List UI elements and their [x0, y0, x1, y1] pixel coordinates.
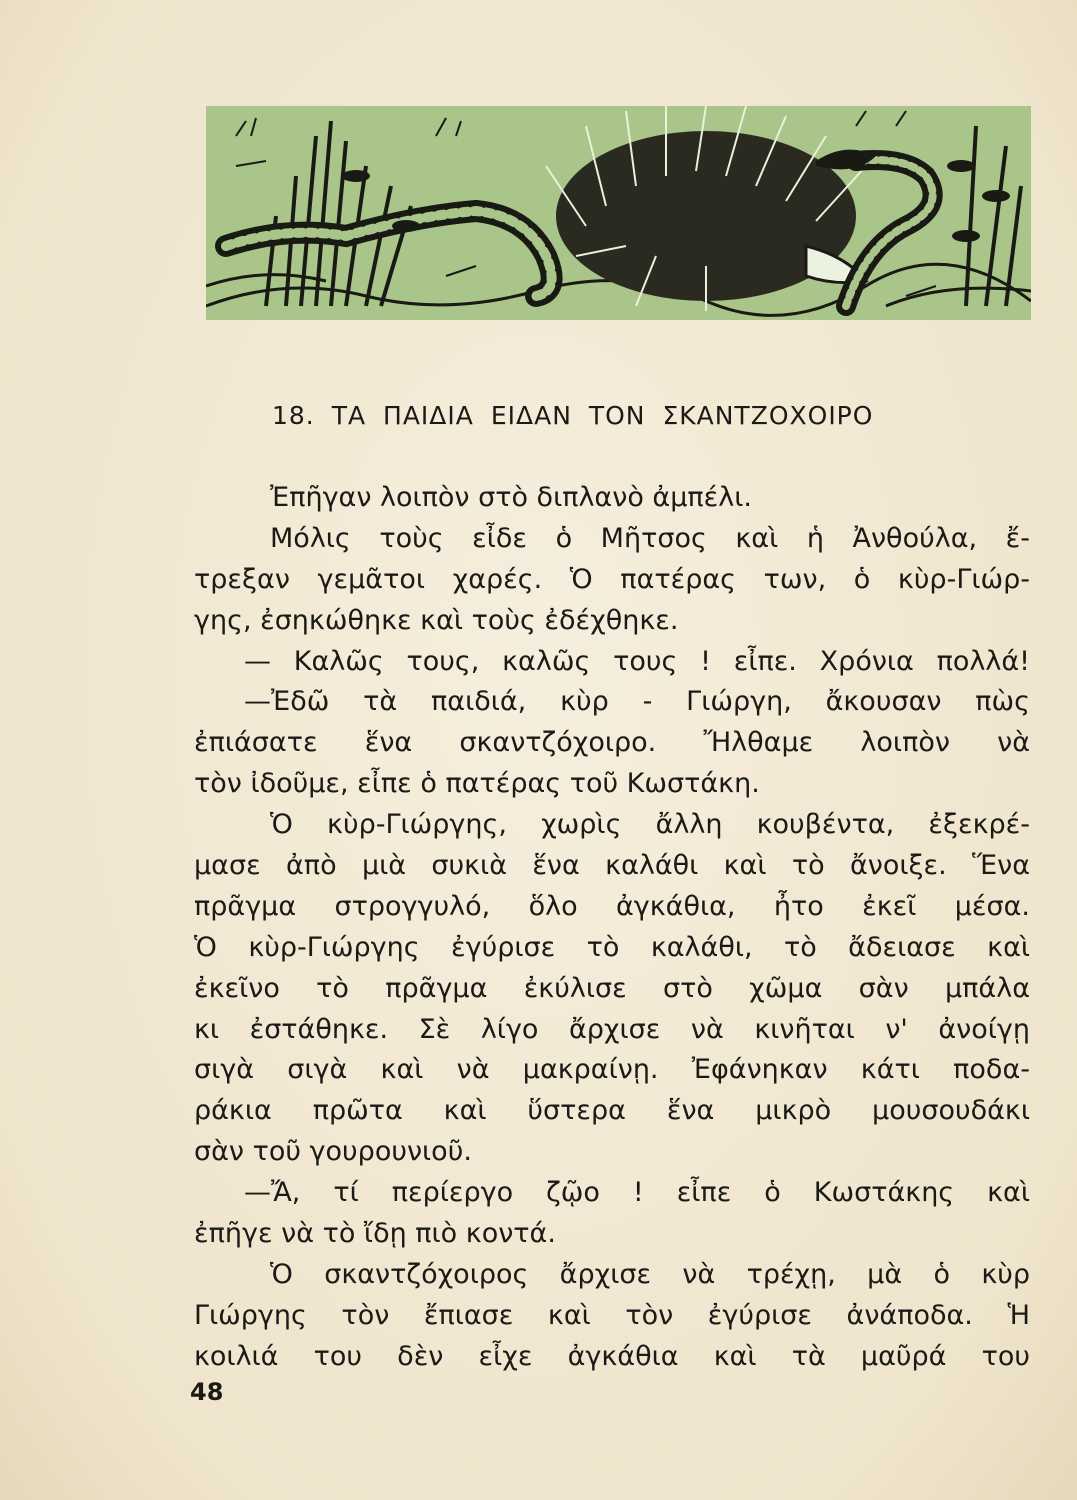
text-line: κοιλιά του δὲν εἶχε ἀγκάθια καὶ τὰ μαῦρά του [194, 1340, 1030, 1372]
text-line: Μόλις τοὺς εἶδε ὁ Μῆτσος καὶ ἡ Ἀνθούλα, ἔ- [270, 522, 1030, 554]
body-text [194, 478, 1030, 1378]
text-line: κι ἐστάθηκε. Σὲ λίγο ἄρχισε νὰ κινῆται ν' ἀνοίγῃ [194, 1013, 1030, 1045]
text-line: ἐπιάσατε ἕνα σκαντζόχοιρο. Ἤλθαμε λοιπὸν νὰ [194, 727, 1030, 759]
text-line: τρεξαν γεμᾶτοι χαρές. Ὁ πατέρας των, ὁ κὺρ-Γιώρ- [194, 563, 1030, 595]
text-line: μασε ἀπὸ μιὰ συκιὰ ἕνα καλάθι καὶ τὸ ἄνοιξε. Ἕνα [194, 850, 1030, 882]
text-line: σὰν τοῦ γουρουνιοῦ. [194, 1136, 472, 1168]
text-line: Ὁ κὺρ-Γιώργης, χωρὶς ἄλλη κουβέντα, ἐξεκρέ- [270, 809, 1030, 841]
text-line: — Καλῶς τους, καλῶς τους ! εἶπε. Χρόνια πολλά! [244, 645, 1030, 677]
text-line: ράκια πρῶτα καὶ ὕστερα ἕνα μικρὸ μουσουδάκι [194, 1095, 1030, 1127]
text-line: γης, ἐσηκώθηκε καὶ τοὺς ἐδέχθηκε. [194, 604, 679, 636]
text-line: —Ἐδῶ τὰ παιδιά, κὺρ - Γιώργη, ἄκουσαν πὼς [244, 686, 1030, 718]
text-line: ἐπῆγε νὰ τὸ ἴδῃ πιὸ κοντά. [194, 1218, 556, 1250]
text-line: τὸν ἰδοῦμε, εἶπε ὁ πατέρας τοῦ Κωστάκη. [194, 768, 760, 800]
illustration-drawing [206, 106, 1031, 320]
page-number: 48 [190, 1378, 224, 1406]
hedgehog-and-snake-illustration [206, 106, 1031, 320]
text-line: Ὁ κὺρ-Γιώργης ἐγύρισε τὸ καλάθι, τὸ ἄδειασε καὶ [194, 931, 1030, 963]
chapter-title: 18. ΤΑ ΠΑΙΔΙΑ ΕΙΔΑΝ ΤΟΝ ΣΚΑΝΤΖΟΧΟΙΡΟ [272, 401, 874, 430]
text-line: σιγὰ σιγὰ καὶ νὰ μακραίνῃ. Ἐφάνηκαν κάτι ποδα- [194, 1054, 1030, 1086]
text-line: ἐκεῖνο τὸ πρᾶγμα ἐκύλισε στὸ χῶμα σὰν μπάλα [194, 972, 1030, 1004]
text-line: Ὁ σκαντζόχοιρος ἄρχισε νὰ τρέχῃ, μὰ ὁ κὺρ [270, 1258, 1030, 1290]
text-line: —Ἄ, τί περίεργο ζῷο ! εἶπε ὁ Κωστάκης καὶ [244, 1177, 1030, 1209]
text-line: πρᾶγμα στρογγυλό, ὅλο ἀγκάθια, ἦτο ἐκεῖ μέσα. [194, 890, 1030, 922]
text-line: Ἐπῆγαν λοιπὸν στὸ διπλανὸ ἀμπέλι. [270, 482, 752, 513]
text-line: Γιώργης τὸν ἔπιασε καὶ τὸν ἐγύρισε ἀνάποδα. Ἡ [194, 1299, 1030, 1331]
